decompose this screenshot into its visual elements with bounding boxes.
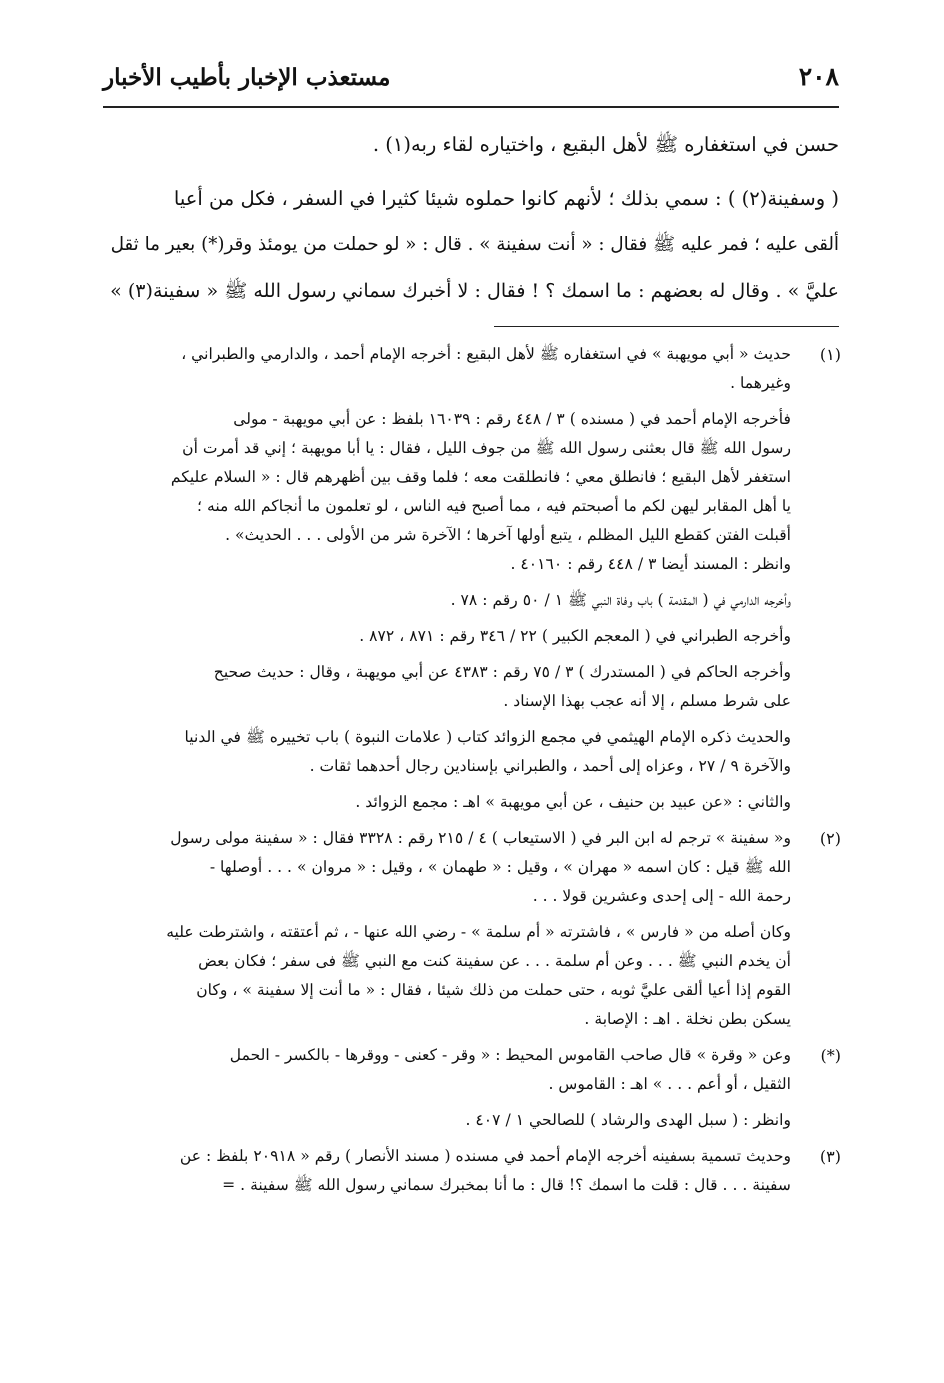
header-rule [103,106,839,108]
footnote-marker: (١) [819,345,841,364]
footnote-line: وكان أصله من « فارس » ، فاشترته « أم سلمة » - رضي الله عنها - ، ثم أعتقته ، واشترطت عليه [166,923,791,941]
footnote-line: وعن « وقرة » قال صاحب القاموس المحيط : « وقر - كعنى - ووقرها - بالكسر - الحمل [229,1046,791,1064]
footnote-marker: (٣) [819,1147,841,1166]
footnote-line: أن يخدم النبي ﷺ . . . وعن أم سلمة . . . عن سفينة كنت مع النبي ﷺ فى سفر ؛ فكان بعض [198,952,791,970]
footnote-line: وأخرجه الحاكم في ( المستدرك ) ٣ / ٧٥ رقم : ٤٣٨٣ عن أبي مويهبة ، وقال : حديث صحيح [213,663,791,681]
main-text-line: عليَّ » . وقال له بعضهم : ما اسمك ؟ ! فقال : لا أخبرك سماني رسول الله ﷺ « سفينة(٣) » [110,279,839,302]
footnote-line: والحديث ذكره الإمام الهيثمي في مجمع الزوائد كتاب ( علامات النبوة ) باب تخييره ﷺ في الدنيا [184,728,791,746]
footnote-line: وأخرجه الطبراني في ( المعجم الكبير ) ٢٢ / ٣٤٦ رقم : ٨٧١ ، ٨٧٢ . [359,627,791,645]
page-header [103,62,839,102]
footnote-line: الثقيل ، أو أعم . . . » اهـ : القاموس . [548,1075,791,1093]
footnote-line: و« سفينة » ترجم له ابن البر في ( الاستيعاب ) ٤ / ٢١٥ رقم : ٣٣٢٨ فقال : « سفينة مولى رسول [170,829,791,847]
paragraph-gap [101,651,791,658]
paragraph-gap [101,1099,791,1106]
footnote-line: القوم إذا أعيا ألقى عليَّ ثوبه ، حتى حملت من ذلك شيئا ، فقال : « ما أنت إلا سفينة » ، وكان [196,981,791,999]
footnote-marker: (٢) [819,829,841,848]
footnote-line: وحديث تسمية بسفينه أخرجه الإمام أحمد في مسنده ( مسند الأنصار ) رقم « ٢٠٩١٨ بلفظ : عن [179,1147,791,1165]
footnote [101,824,841,1034]
footnote-line: وأخرجه الدارمي في ( المقدمة ) باب وفاة النبي ﷺ ١ / ٥٠ رقم : ٧٨ . [450,591,791,609]
footnote-line: على شرط مسلم ، إلا أنه عجب بهذا الإسناد . [503,692,791,710]
footnote-gap [101,1034,841,1041]
footnote-line: رسول الله ﷺ قال بعثنى رسول الله ﷺ من جوف الليل ، فقال : يا أبا مويهبة ؛ إني قد أمرت أن [182,439,791,457]
footnote-gap [101,817,841,824]
footnote-gap [101,1135,841,1142]
footnote-line: فأخرجه الإمام أحمد في ( مسنده ) ٣ / ٤٤٨ رقم : ١٦٠٣٩ بلفظ : عن أبي مويهبة - مولى [233,410,791,428]
paragraph-gap [101,615,791,622]
main-text [103,122,839,314]
footnote-line: والآخرة ٩ / ٢٧ ، وعزاه إلى أحمد ، والطبراني بإسنادين رجال أحدهما ثقات . [309,757,791,775]
footnote [101,1041,841,1135]
paragraph-gap [101,398,791,405]
main-text-line: ( وسفينة(٢) ) : سمي بذلك ؛ لأنهم كانوا حملوه شيئا كثيرا في السفر ، فكل من أعيا [173,187,839,210]
footnote-line: رحمة الله - إلى إحدى وعشرين قولا . . . [532,887,791,905]
page-number: ٢٠٨ [798,62,839,91]
footnote-marker: (*) [820,1046,841,1065]
main-text-line: حسن في استغفاره ﷺ لأهل البقيع ، واختياره لقاء ربه(١) . [372,133,839,156]
paragraph-gap [101,911,791,918]
running-title: مستعذب الإخبار بأطيب الأخبار [103,64,391,91]
footnote-separator [494,326,839,327]
footnote-line: استغفر لأهل البقيع ؛ فانطلق معي ؛ فانطلقت معه ؛ فلما وقف بين أظهرهم قال : « السلام عليكم [170,468,791,486]
footnote-line: وغيرهما . [730,374,791,392]
paragraph-gap [101,716,791,723]
paragraph-gap [101,579,791,586]
paragraph-gap [103,168,839,176]
footnote-line: وانظر : المسند أيضا ٣ / ٤٤٨ رقم : ٤٠١٦٠ . [510,555,791,573]
footnote-line: يا أهل المقابر ليهن لكم ما أصبحتم فيه ، مما أصبح فيه الناس ، لو تعلمون ما أنجاكم الله منه ؛ [197,497,791,515]
footnote-line: حديث « أبي مويهبة » في استغفاره ﷺ لأهل البقيع : أخرجه الإمام أحمد ، والدارمي والطبراني ، [181,345,791,363]
footnote-line: والثاني : «عن عبيد بن حنيف ، عن أبي مويهبة » اهـ : مجمع الزوائد . [355,793,791,811]
footnote-line: الله ﷺ قيل : كان اسمه « مهران » ، وقيل : « طهمان » ، وقيل : « مروان » . . . أوصلها - [209,858,791,876]
footnote-line: يسكن بطن نخلة . اهـ : الإصابة . [584,1010,791,1028]
paragraph-gap [101,781,791,788]
footnote-line: أقبلت الفتن كقطع الليل المظلم ، يتبع أولها آخرها ؛ الآخرة شر من الأولى . . . الحديث» . [225,526,791,544]
footnote-line: سفينة . . . قال : قلت ما اسمك ؟! قال : ما أنا بمخبرك سماني رسول الله ﷺ سفينة . = [222,1176,791,1194]
footnote [101,340,841,817]
footnote [101,1142,841,1200]
footnotes [101,340,841,1200]
footnote-line: وانظر : ( سبل الهدى والرشاد ) للصالحي ١ / ٤٠٧ . [465,1111,791,1129]
main-text-line: ألقى عليه ؛ فمر عليه ﷺ فقال : « أنت سفينة » . قال : « لو حملت من يومئذ وقر(*) بعير ما ثقل [110,234,839,255]
